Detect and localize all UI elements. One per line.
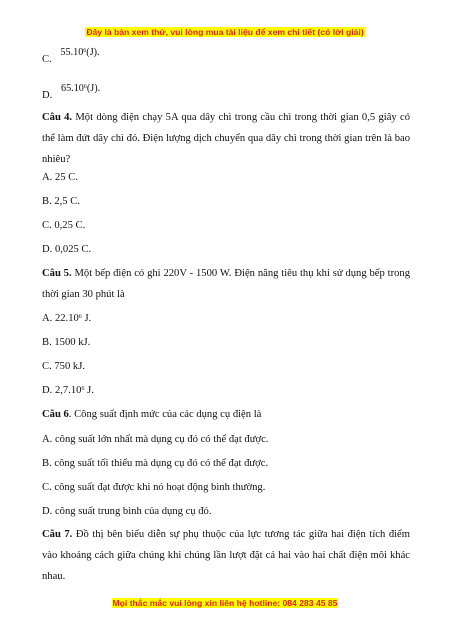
q4-option-b: B. 2,5 C. [42,196,80,207]
question-6-text: . Công suất định mức của các dụng cụ điện là [68,409,262,420]
question-4 [42,107,410,170]
q5-option-d: D. 2,7.10$^6$ J. [42,385,94,396]
preview-notice-text: Đây là bản xem thử, vui lòng mua tài liệu để xem chi tiết (có lời giải) [86,27,364,37]
q4-option-c: C. 0,25 C. [42,220,86,231]
question-7-number: Câu 7. [42,529,73,540]
question-6 [42,408,261,422]
q6-option-d: D. công suất trung bình của dụng cụ đó. [42,506,212,517]
question-7-text: Đồ thị bên biểu diễn sự phụ thuộc của lực tương tác giữa hai điện tích điểm vào khoảng cách giữa chúng khi chúng lần lượt đặt cả hai vào hai chất điện môi khác nhau. [42,529,410,582]
q5-option-a: A. 22.10$^6$ J. [42,313,92,324]
question-4-number: Câu 4. [42,112,73,123]
question-7 [42,524,410,587]
q4-option-d: D. 0,025 C. [42,244,92,255]
question-4-text: Một dòng điện chạy 5A qua dây chì trong cầu chì trong thời gian 0,5 giây có thể làm đứt dây chì đó. Điện lượng dịch chuyển qua dây chì trong thời gian trên là bao nhiêu? [42,112,411,165]
q6-option-c: C. công suất đạt được khi nó hoạt động bình thường. [42,482,266,493]
q3-option-d-formula: 65.10$^6$(J). [60,83,101,94]
q3-option-c: C. 55.10$^6$(J). [42,47,100,65]
hotline-footer-text: Mọi thắc mắc vui lòng xin liên hệ hotline: 084 283 45 85 [112,598,338,608]
preview-notice-banner [0,27,450,37]
question-5-number: Câu 5. [42,268,72,279]
question-5 [42,263,410,305]
question-5-text: Một bếp điện có ghi 220V - 1500 W. Điện năng tiêu thụ khi sử dụng bếp trong thời gian 30 phút là [42,268,410,300]
q3-option-d: D. 65.10$^6$(J). [42,83,101,101]
q4-option-a: A. 25 C. [42,172,78,183]
q5-option-b: B. 1500 kJ. [42,337,91,348]
q3-option-c-formula: 55.10$^6$(J). [60,47,100,58]
q5-option-c: C. 750 kJ. [42,361,85,372]
q6-option-a: A. công suất lớn nhất mà dụng cụ đó có thể đạt được. [42,434,269,445]
q6-option-b: B. công suất tối thiểu mà dụng cụ đó có thể đạt được. [42,458,269,469]
question-6-number: Câu 6 [42,409,69,420]
hotline-footer-banner [0,598,450,608]
